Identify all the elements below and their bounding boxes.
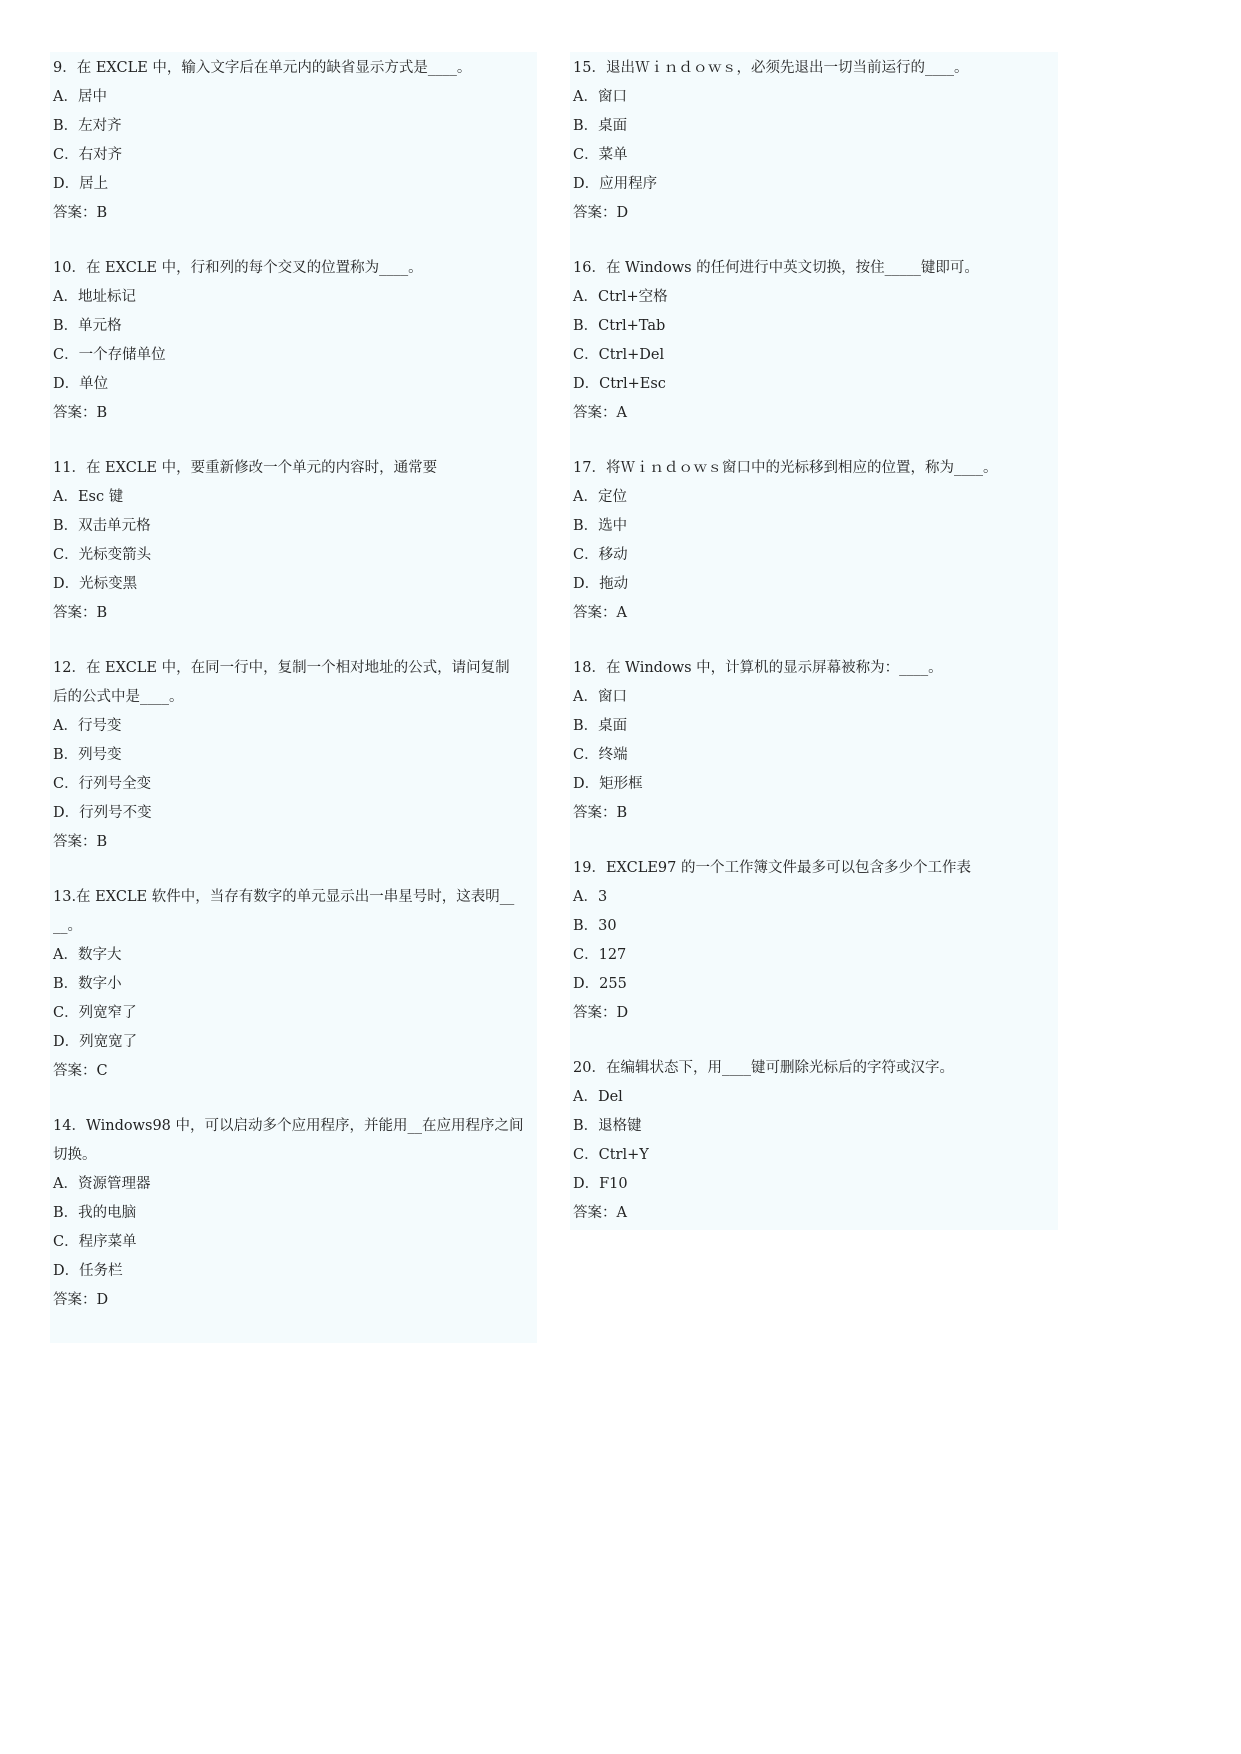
option-c: C．移动 [573, 547, 628, 563]
question-text: 20．在编辑状态下，用____键可删除光标后的字符或汉字。 [573, 1060, 954, 1076]
question-13 [50, 883, 537, 1086]
option-b: B．退格键 [573, 1118, 642, 1134]
question-9 [50, 54, 537, 228]
question-text: 15．退出Ｗｉｎｄｏｗｓ，必须先退出一切当前运行的____。 [573, 60, 969, 76]
option-b: B．列号变 [53, 747, 122, 763]
option-c: C．列宽窄了 [53, 1005, 137, 1021]
answer: 答案：D [573, 1005, 629, 1021]
option-a: A．窗口 [573, 689, 627, 705]
question-text-line-1: 14．Windows98 中，可以启动多个应用程序，并能用__在应用程序之间 [53, 1118, 524, 1134]
option-a: A．Del [573, 1089, 623, 1105]
option-c: C．行列号全变 [53, 776, 152, 792]
answer: 答案：A [573, 1205, 627, 1221]
question-text-line-2: 切换。 [53, 1147, 97, 1163]
question-text: 16．在 Windows 的任何进行中英文切换，按住_____键即可。 [573, 260, 979, 276]
option-a: A．Ctrl+空格 [573, 289, 668, 305]
answer: 答案：C [53, 1063, 108, 1079]
question-16 [570, 254, 1058, 428]
answer: 答案：A [573, 605, 627, 621]
option-b: B．桌面 [573, 118, 628, 134]
option-a: A．数字大 [53, 947, 122, 963]
question-10 [50, 254, 537, 428]
option-c: C．菜单 [573, 147, 628, 163]
option-b: B．选中 [573, 518, 628, 534]
question-text: 11．在 EXCLE 中，要重新修改一个单元的内容时，通常要 [53, 460, 438, 476]
option-d: D．列宽宽了 [53, 1034, 138, 1050]
option-d: D．F10 [573, 1176, 628, 1192]
question-text: 19．EXCLE97 的一个工作簿文件最多可以包含多少个工作表 [573, 860, 971, 876]
question-text: 17．将Ｗｉｎｄｏｗｓ窗口中的光标移到相应的位置，称为____。 [573, 460, 998, 476]
option-c: C．Ctrl+Del [573, 347, 665, 363]
option-d: D．行列号不变 [53, 805, 152, 821]
question-20 [570, 1054, 1058, 1228]
option-c: C．右对齐 [53, 147, 123, 163]
answer: 答案：B [53, 405, 108, 421]
option-d: D．应用程序 [573, 176, 658, 192]
answer: 答案：B [53, 205, 108, 221]
option-b: B．双击单元格 [53, 518, 151, 534]
option-d: D．Ctrl+Esc [573, 376, 666, 392]
option-a: A．窗口 [573, 89, 627, 105]
question-text: 9．在 EXCLE 中，输入文字后在单元内的缺省显示方式是____。 [53, 60, 472, 76]
question-text-line-2: 后的公式中是____。 [53, 689, 184, 705]
question-12 [50, 654, 537, 857]
question-19 [570, 854, 1058, 1028]
option-c: C．Ctrl+Y [573, 1147, 649, 1163]
answer: 答案：D [53, 1292, 109, 1308]
question-text-line-1: 13.在 EXCLE 软件中，当存有数字的单元显示出一串星号时，这表明__ [53, 889, 515, 905]
question-text: 10．在 EXCLE 中，行和列的每个交叉的位置称为____。 [53, 260, 423, 276]
answer: 答案：B [53, 605, 108, 621]
option-b: B．Ctrl+Tab [573, 318, 666, 334]
option-a: A．资源管理器 [53, 1176, 151, 1192]
option-d: D．矩形框 [573, 776, 643, 792]
question-text-line-2: __。 [53, 918, 82, 934]
option-c: C．光标变箭头 [53, 547, 152, 563]
option-c: C．127 [573, 947, 627, 963]
option-a: A．3 [573, 889, 608, 905]
option-b: B．我的电脑 [53, 1205, 137, 1221]
question-15 [570, 54, 1058, 228]
answer: 答案：D [573, 205, 629, 221]
option-c: C．程序菜单 [53, 1234, 137, 1250]
question-14 [50, 1112, 537, 1315]
option-a: A．行号变 [53, 718, 122, 734]
option-a: A．地址标记 [53, 289, 136, 305]
question-18 [570, 654, 1058, 828]
option-d: D．单位 [53, 376, 109, 392]
question-text-line-1: 12．在 EXCLE 中，在同一行中，复制一个相对地址的公式，请问复制 [53, 660, 510, 676]
option-b: B．左对齐 [53, 118, 122, 134]
question-11 [50, 454, 537, 628]
option-a: A．居中 [53, 89, 107, 105]
option-d: D．拖动 [573, 576, 629, 592]
question-17 [570, 454, 1058, 628]
option-b: B．30 [573, 918, 617, 934]
option-a: A．定位 [573, 489, 627, 505]
answer: 答案：A [573, 405, 627, 421]
option-c: C．终端 [573, 747, 628, 763]
option-c: C．一个存储单位 [53, 347, 166, 363]
option-d: D．光标变黑 [53, 576, 138, 592]
option-b: B．单元格 [53, 318, 122, 334]
option-d: D．任务栏 [53, 1263, 123, 1279]
option-b: B．数字小 [53, 976, 122, 992]
option-d: D．255 [573, 976, 627, 992]
question-text: 18．在 Windows 中，计算机的显示屏幕被称为：____。 [573, 660, 943, 676]
answer: 答案：B [53, 834, 108, 850]
answer: 答案：B [573, 805, 628, 821]
option-d: D．居上 [53, 176, 109, 192]
option-a: A．Esc 键 [53, 489, 124, 505]
right-question-column [570, 52, 1058, 1230]
option-b: B．桌面 [573, 718, 628, 734]
left-question-column [50, 52, 537, 1343]
